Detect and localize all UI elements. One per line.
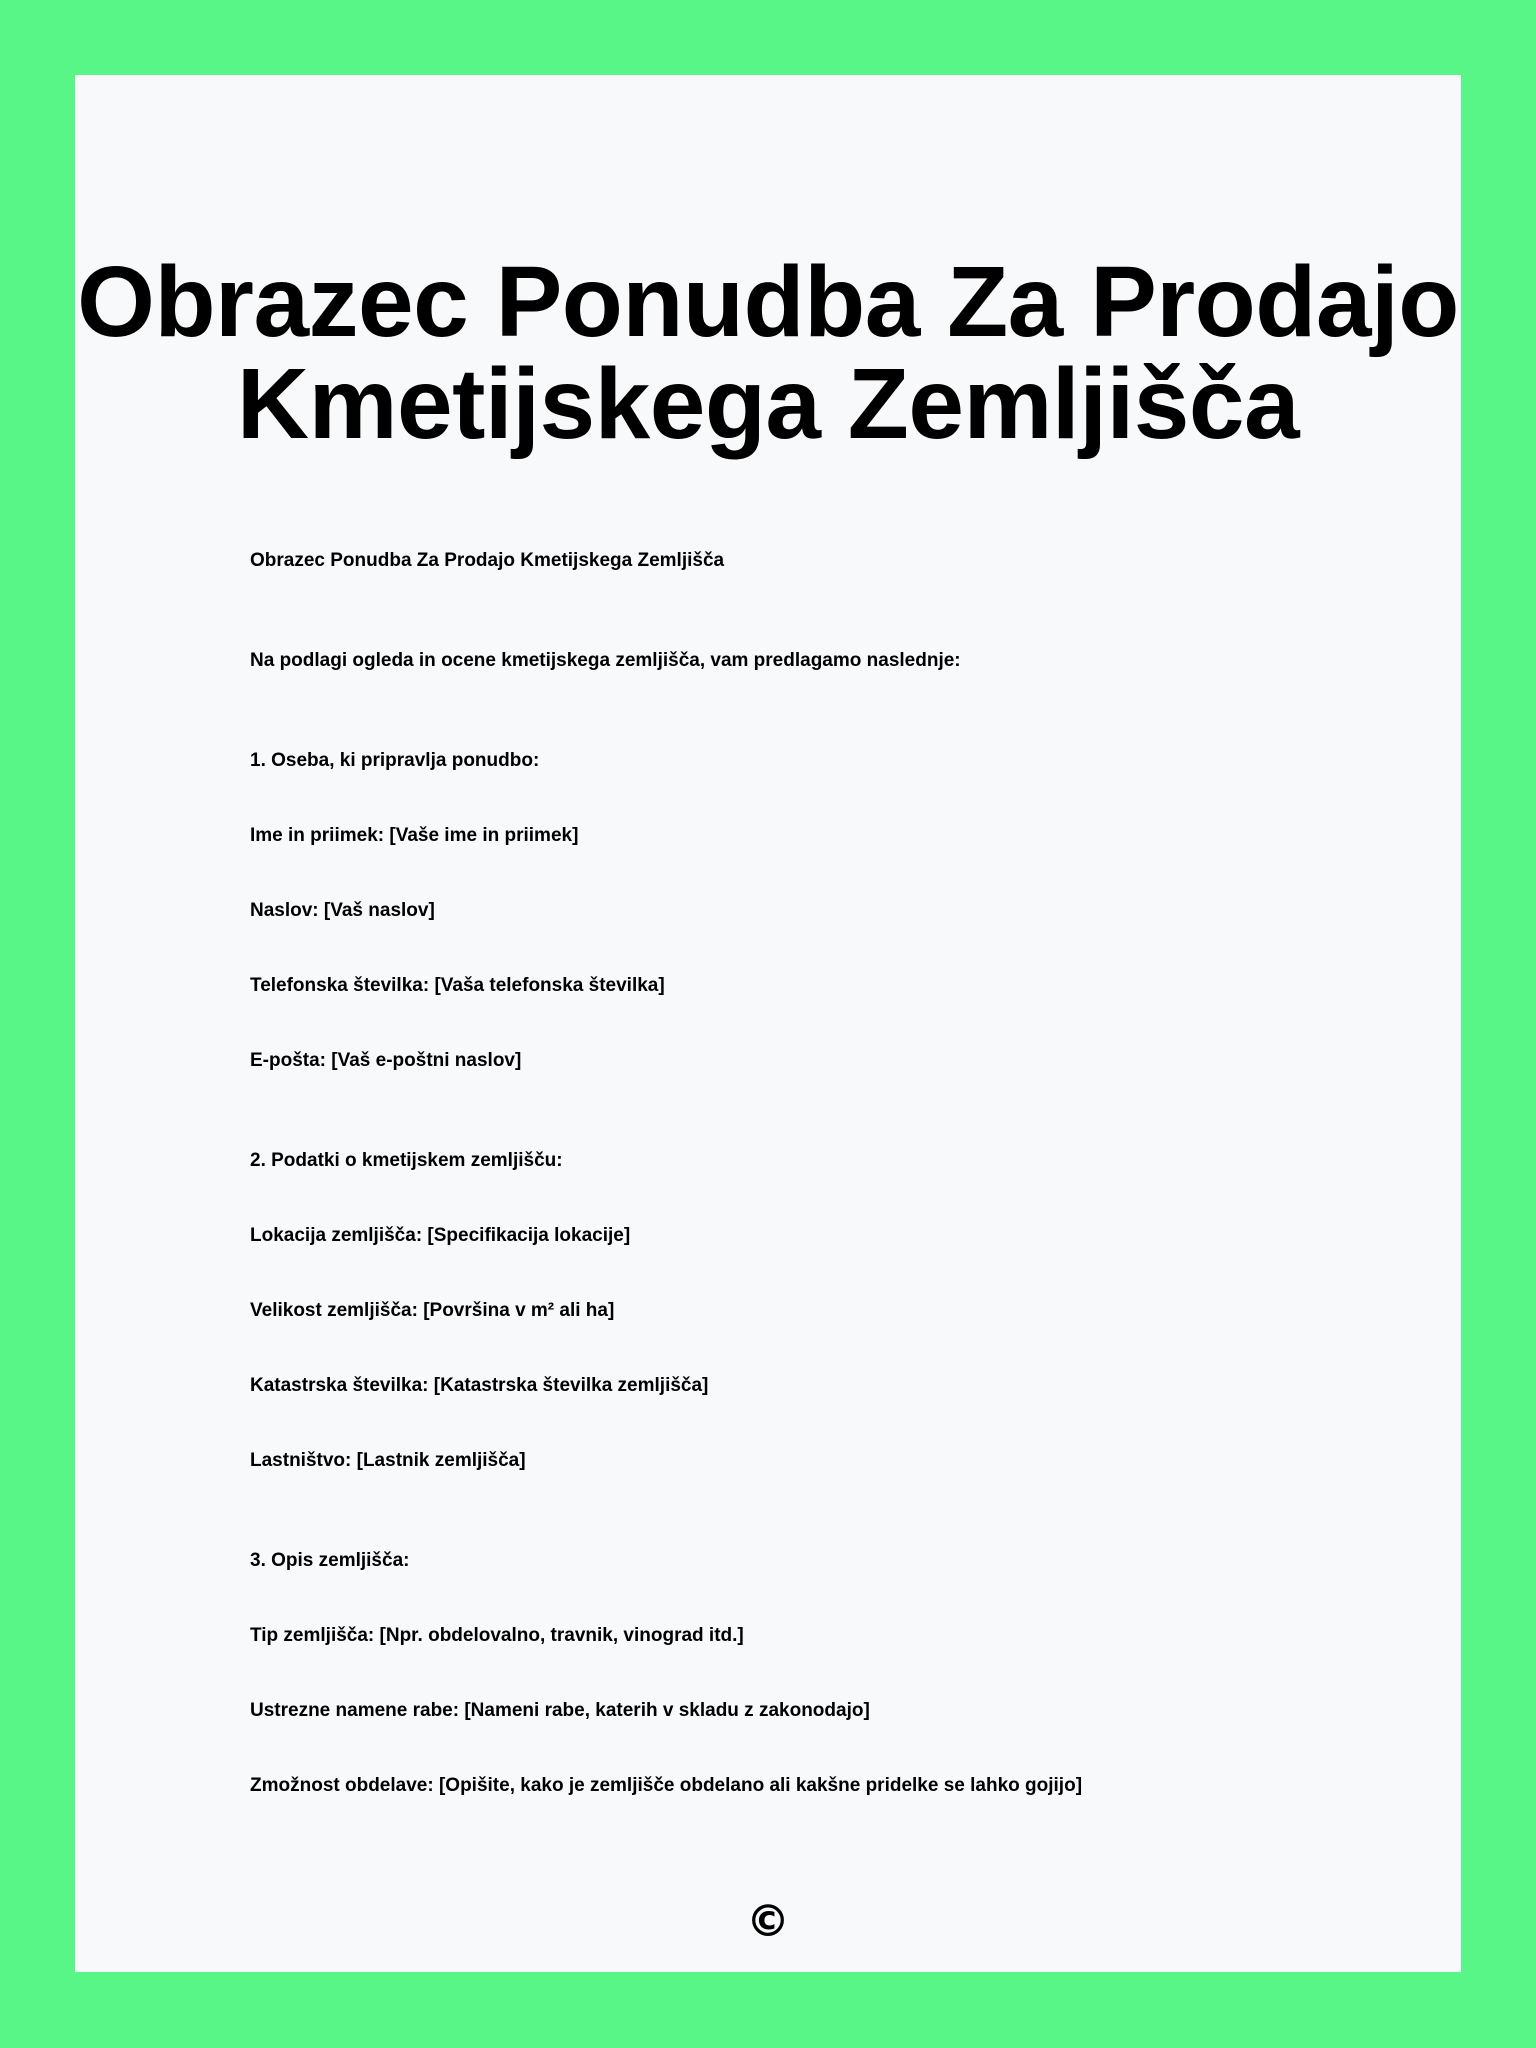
field-address: Naslov: [Vaš naslov]: [250, 900, 435, 921]
field-intended-use: Ustrezne namene rabe: [Nameni rabe, katerih v skladu z zakonodajo]: [250, 1700, 870, 1721]
field-land-type: Tip zemljišča: [Npr. obdelovalno, travnik, vinograd itd.]: [250, 1625, 744, 1646]
field-cadastral-number: Katastrska številka: [Katastrska številka zemljišča]: [250, 1375, 709, 1396]
field-cultivation: Zmožnost obdelave: [Opišite, kako je zemljišče obdelano ali kakšne pridelke se lahko gojijo]: [250, 1775, 1083, 1796]
section-heading: 3. Opis zemljišča:: [250, 1550, 410, 1571]
section-heading: 1. Oseba, ki pripravlja ponudbo:: [250, 750, 540, 771]
copyright-icon: ©: [746, 1896, 790, 1947]
field-name: Ime in priimek: [Vaše ime in priimek]: [250, 825, 579, 846]
field-ownership: Lastništvo: [Lastnik zemljišča]: [250, 1450, 526, 1471]
page-title: Obrazec Ponudba Za Prodajo Kmetijskega Zemljišča: [77, 246, 1459, 460]
document-page: [75, 75, 1461, 1972]
intro-paragraph: Na podlagi ogleda in ocene kmetijskega zemljišča, vam predlagamo naslednje:: [250, 650, 961, 671]
field-size: Velikost zemljišča: [Površina v m² ali ha]: [250, 1300, 615, 1321]
document-subtitle: Obrazec Ponudba Za Prodajo Kmetijskega Zemljišča: [250, 550, 725, 571]
field-location: Lokacija zemljišča: [Specifikacija lokacije]: [250, 1225, 631, 1246]
section-heading: 2. Podatki o kmetijskem zemljišču:: [250, 1150, 563, 1171]
field-phone: Telefonska številka: [Vaša telefonska številka]: [250, 975, 665, 996]
field-email: E-pošta: [Vaš e-poštni naslov]: [250, 1050, 522, 1071]
